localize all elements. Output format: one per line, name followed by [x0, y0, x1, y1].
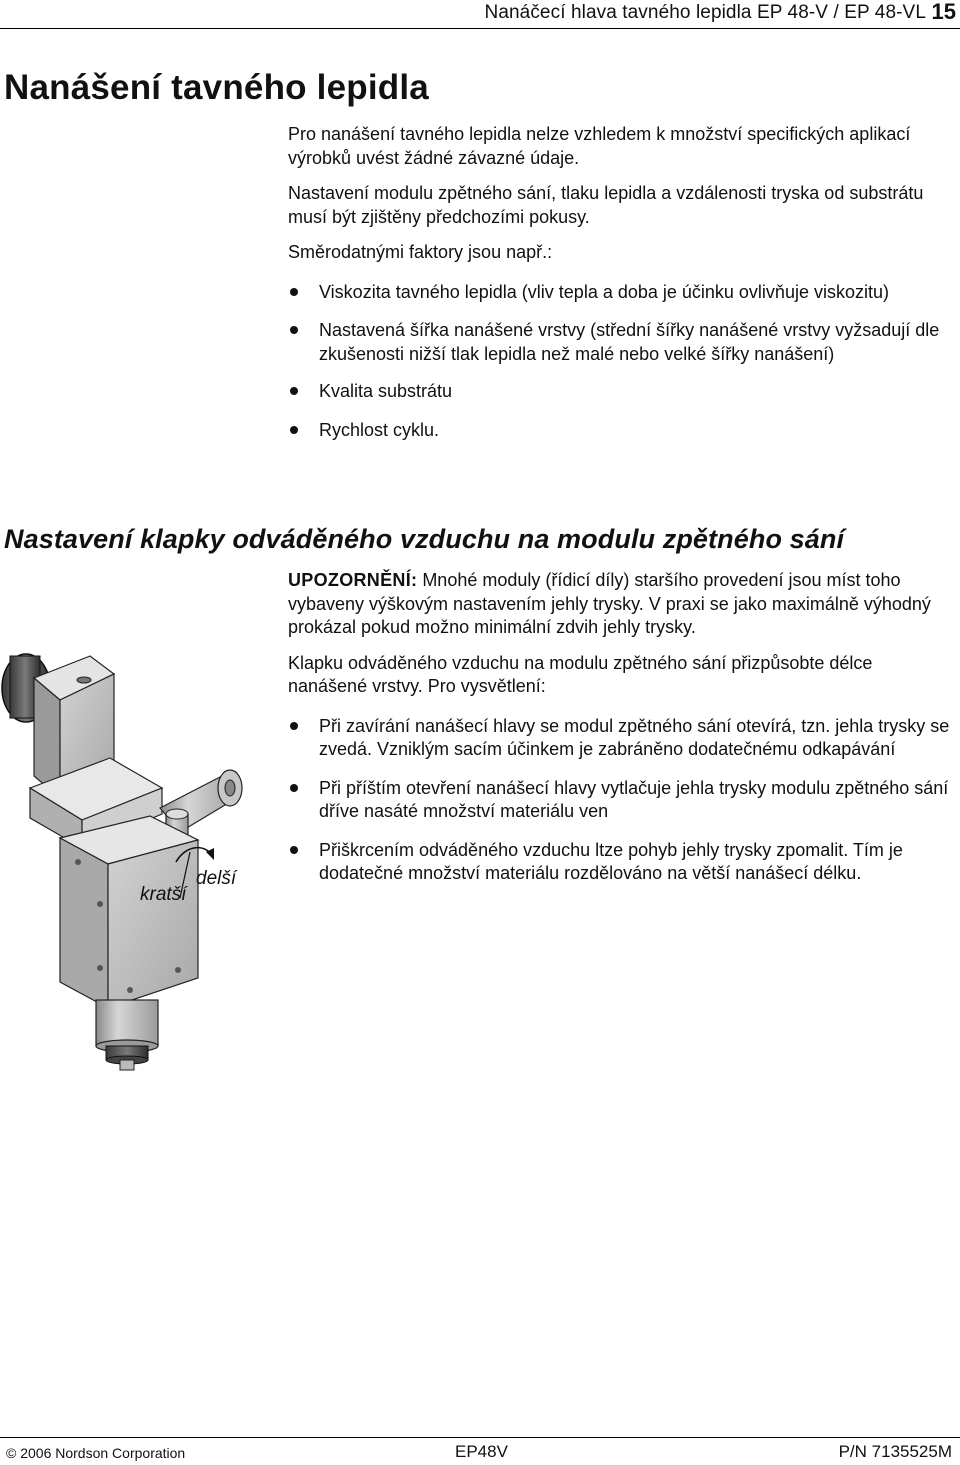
bullet-icon — [290, 784, 298, 792]
list-item: Viskozita tavného lepidla (vliv tepla a doba je účinku ovlivňuje viskozitu) — [288, 281, 956, 305]
note-paragraph: UPOZORNĚNÍ: Mnohé moduly (řídicí díly) staršího provedení jsou míst toho vybaveny výškovým nastavením jehly trysky. V praxi se jako maximálně výhodný prokázal pokud možno minimální zdvih jehly trysky. — [288, 570, 931, 637]
paragraph: Pro nanášení tavného lepidla nelze vzhledem k množství specifických aplikací výrobků uvést žádné závazné údaje. — [288, 124, 911, 168]
label-shorter: kratší — [140, 884, 187, 905]
bullet-icon — [290, 846, 298, 854]
label-longer: delší — [196, 868, 237, 889]
footer-part-number: P/N 7135525M — [838, 1442, 952, 1461]
section-title-exhaust-air: Nastavení klapky odváděného vzduchu na modulu zpětného sání — [4, 524, 845, 554]
section-title-application: Nanášení tavného lepidla — [4, 68, 429, 107]
applicator-module-drawing — [0, 648, 270, 1080]
footer-rule — [0, 1437, 960, 1438]
list-item: Přiškrcením odváděného vzduchu ltze pohyb jehly trysky zpomalit. Tím je dodatečné množství materiálu rozdělováno na větší nanášecí délku. — [288, 839, 956, 886]
bullet-icon — [290, 426, 298, 434]
paragraph: Klapku odváděného vzduchu na modulu zpětného sání přizpůsobte délce nanášené vrstvy. Pro vysvětlení: — [288, 652, 873, 696]
list-item: Při příštím otevření nanášecí hlavy vytlačuje jehla trysky modulu zpětného sání dříve nasáté množství materiálu ven — [288, 777, 956, 824]
bullet-icon — [290, 722, 298, 730]
page-header — [0, 0, 960, 29]
note-label: UPOZORNĚNÍ: — [288, 570, 418, 590]
footer-doc-code: EP48V — [455, 1442, 508, 1461]
applicator-module-figure — [0, 648, 270, 1080]
section1-body — [288, 123, 956, 442]
page-number: 15 — [931, 0, 956, 24]
section2-body — [288, 569, 956, 886]
paragraph: Směrodatnými faktory jsou např.: — [288, 242, 553, 262]
list-item: Nastavená šířka nanášené vrstvy (střední šířky nanášené vrstvy vyžsadují dle zkušenosti nižší tlak lepidla než malé nebo velké šířky nanášení) — [288, 319, 956, 366]
bullet-icon — [290, 387, 298, 395]
list-item: Kvalita substrátu — [288, 380, 956, 404]
paragraph: Nastavení modulu zpětného sání, tlaku lepidla a vzdálenosti tryska od substrátu musí být zjištěny předchozími pokusy. — [288, 183, 924, 227]
footer-copyright: © 2006 Nordson Corporation — [6, 1445, 186, 1461]
list-item: Rychlost cyklu. — [288, 419, 956, 443]
list-item: Při zavírání nanášecí hlavy se modul zpětného sání otevírá, tzn. jehla trysky se zvedá. Vzniklým sacím účinkem je zabráněno dodatečnému odkapávání — [288, 715, 956, 762]
bullet-icon — [290, 288, 298, 296]
running-title: Nanáčecí hlava tavného lepidla EP 48-V / EP 48-VL — [484, 2, 926, 23]
explanation-list — [288, 715, 956, 886]
factor-list — [288, 281, 956, 443]
copyright-icon: © — [6, 1445, 17, 1461]
bullet-icon — [290, 326, 298, 334]
